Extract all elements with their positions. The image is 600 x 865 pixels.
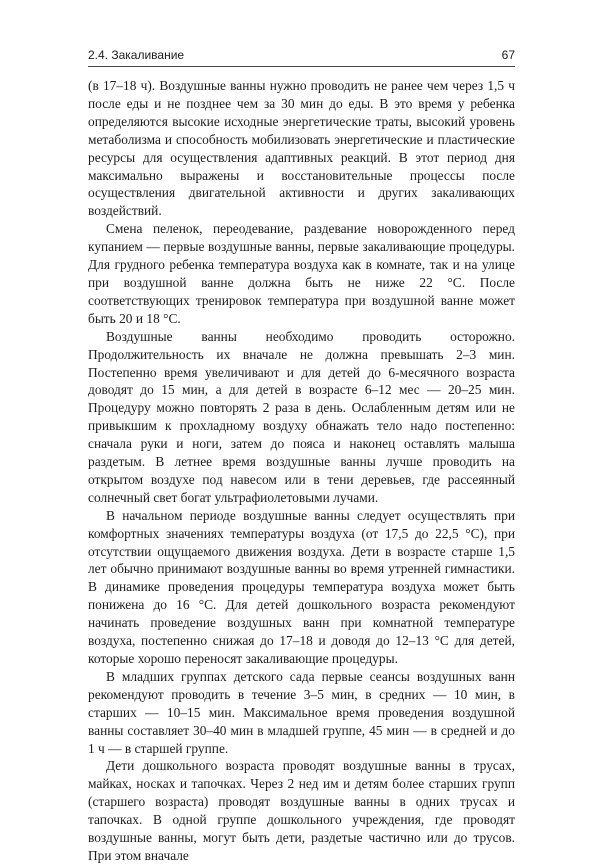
paragraph: (в 17–18 ч). Воздушные ванны нужно проводить не ранее чем через 1,5 ч после еды и не позднее чем за 30 мин до еды. В это время у ребенка определяются высокие исходные энергетические траты, высокий уровень метаболизма и способность мобилизовать энергетические и пластические ресурсы для осуществления адаптивных реакций. В этот период дня максимально выражены и восстановительные процессы после осуществления двигательной активности и других закаливающих воздействий.	[88, 78, 515, 219]
page-number: 67	[501, 48, 515, 62]
paragraph: В начальном периоде воздушные ванны следует осуществлять при комфортных значениях температуры воздуха (от 17,5 до 22,5 °С), при отсутствии ощущаемого движения воздуха. Дети в возрасте старше 1,5 лет обычно принимают воздушные ванны во время утренней гимнастики. В динамике проведения процедуры температура воздуха может быть понижена до 16 °С. Для детей дошкольного возраста рекомендуют начинать проведение воздушных ванн при комнатной температуре воздуха, постепенно снижая до 17–18 и доводя до 12–13 °С для детей, которые хорошо переносят закаливающие процедуры.	[88, 507, 515, 666]
paragraph: Смена пеленок, переодевание, раздевание новорожденного перед купанием — первые воздушные ванны, первые закаливающие процедуры. Для грудного ребенка температура воздуха как в комнате, так и на улице при воздушной ванне должна быть не ниже 22 °С. После соответствующих тренировок температура при воздушной ванне может быть 20 и 18 °С.	[88, 221, 515, 326]
running-header	[88, 48, 515, 67]
section-title: 2.4. Закаливание	[88, 48, 185, 62]
paragraph: Воздушные ванны необходимо проводить осторожно. Продолжительность их вначале не должна превышать 2–3 мин. Постепенно время увеличивают и для детей до 6-месячного возраста доводят до 15 мин, а для детей в возрасте 6–12 мес — 20–25 мин. Процедуру можно повторять 2 раза в день. Ослабленным детям или не привыкшим к прохладному воздуху обнажать тело надо постепенно: сначала руки и ноги, затем до пояса и наконец оставлять малыша раздетым. В летнее время воздушные ванны лучше проводить на открытом воздухе под навесом или в тени деревьев, где рассеянный солнечный свет богат ультрафиолетовыми лучами.	[88, 328, 515, 505]
paragraph: Дети дошкольного возраста проводят воздушные ванны в трусах, майках, носках и тапочках. Через 2 нед им и детям более старших групп (старшего возраста) проводят воздушные ванны в одних трусах и тапочках. В одной группе дошкольного учреждения, где проводят воздушные ванны, могут быть дети, раздетые частично или до трусов. При этом вначале	[88, 758, 515, 863]
paragraph: В младших группах детского сада первые сеансы воздушных ванн рекомендуют проводить в течение 3–5 мин, в средних — 10 мин, в старших — 10–15 мин. Максимальное время проведения воздушной ванны составляет 30–40 мин в младшей группе, 45 мин — в средней и до 1 ч — в старшей группе.	[88, 668, 515, 756]
body-text	[88, 77, 515, 865]
